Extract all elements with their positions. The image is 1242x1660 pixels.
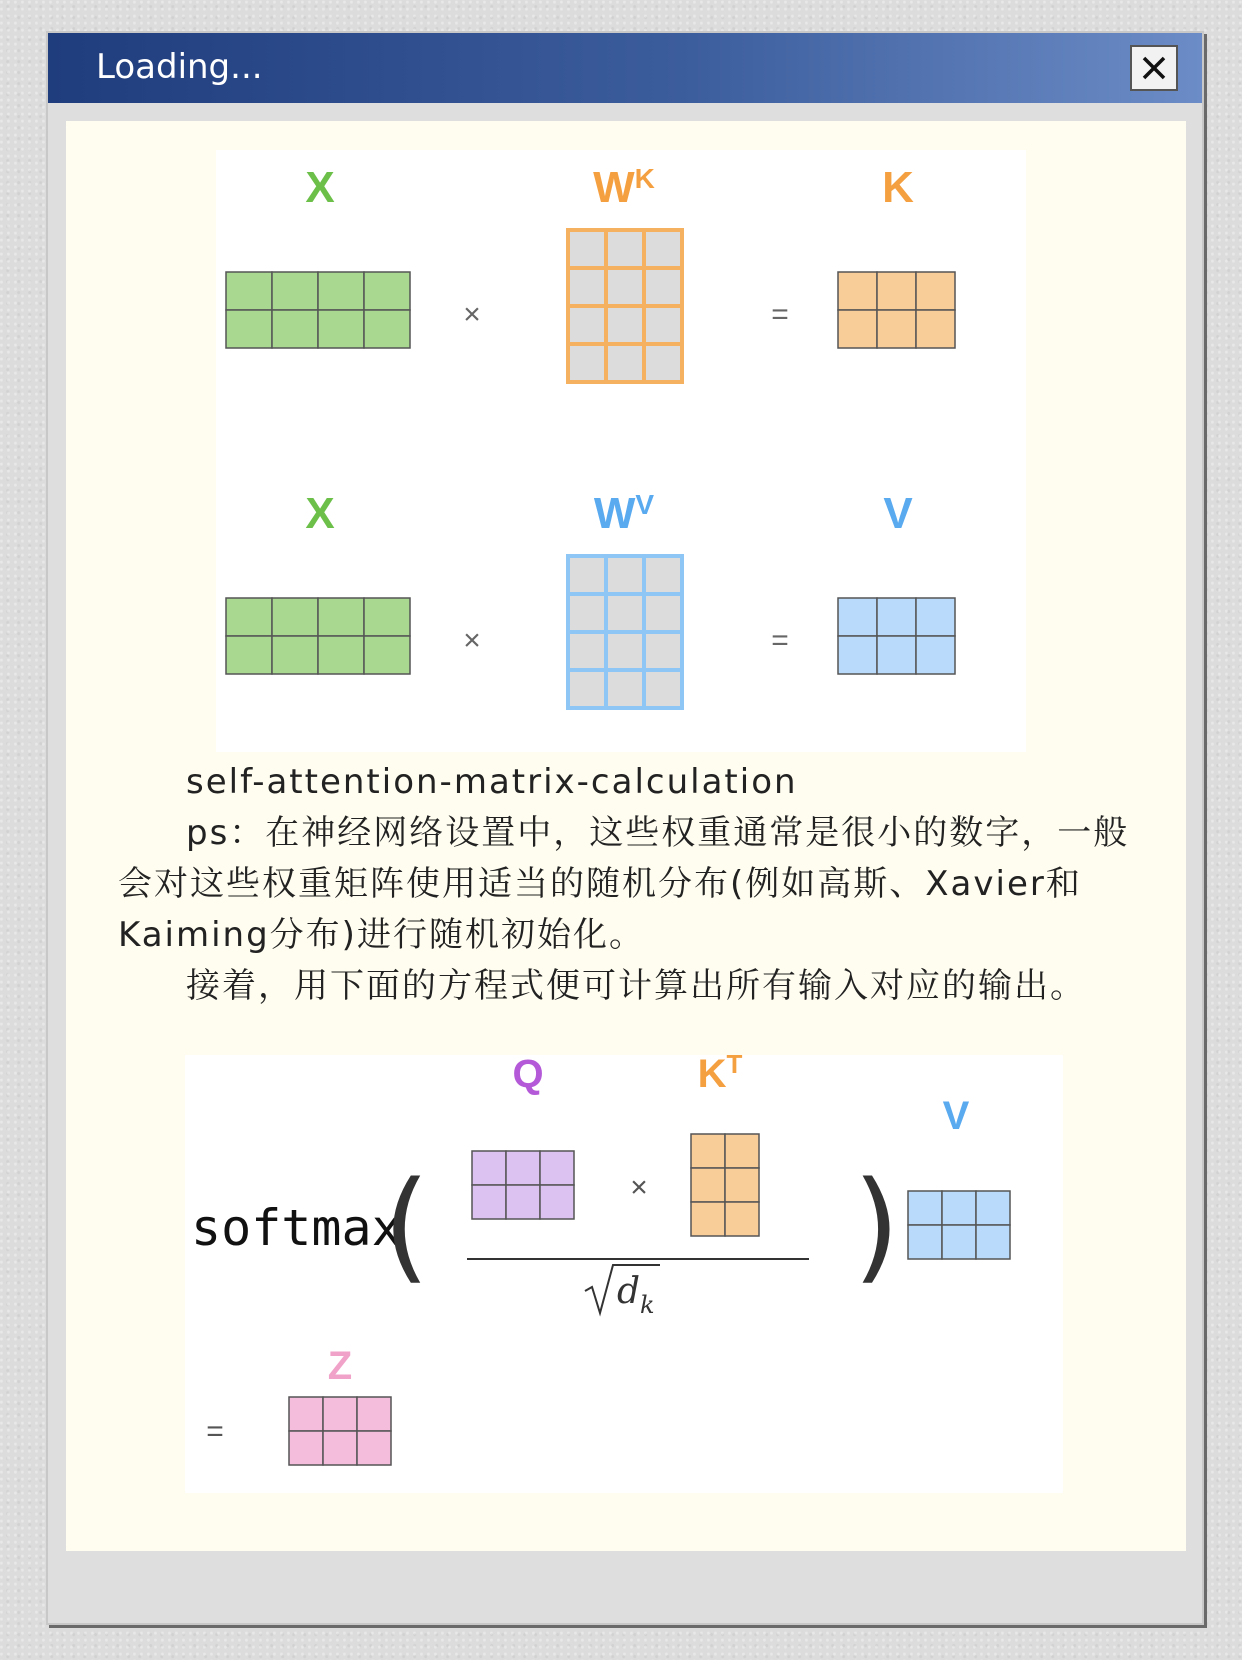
matrix-cell [691,1202,725,1236]
matrix-cell [606,306,644,344]
matrix-cell [916,272,955,310]
times-sign: × [630,1171,648,1204]
matrix-cell [364,636,410,674]
close-icon [1140,54,1168,82]
q-cells [472,1151,574,1219]
matrix-cell [540,1185,574,1219]
svg-text:dk [617,1271,655,1319]
z-cells [289,1397,391,1465]
matrix-cell [323,1431,357,1465]
output-matrix [838,272,955,348]
matrix-cell [357,1431,391,1465]
matrix-diagram [216,150,1026,752]
matrix-cell [725,1202,759,1236]
z-label: Z [327,1344,353,1388]
matrix-cell [272,636,318,674]
matrix-cell [838,310,877,348]
matrix-cell [877,598,916,636]
matrix-cell [606,556,644,594]
matrix-cell [976,1191,1010,1225]
matrix-cell [540,1151,574,1185]
right-paren: ) [853,1157,900,1296]
matrix-cell [877,310,916,348]
matrix-cell [472,1185,506,1219]
matrix-cell [606,344,644,382]
matrix-cell [942,1225,976,1259]
softmax-equation-figure [185,1055,1063,1493]
matrix-cell [568,632,606,670]
matrix-cell [644,268,682,306]
x-matrix [226,272,410,348]
matrix-cell [568,306,606,344]
matrix-cell [318,598,364,636]
matrix-cell [606,268,644,306]
figure-caption: self-attention-matrix-calculation [186,762,798,802]
k-transpose-label [698,1055,743,1096]
matrix-cell [506,1151,540,1185]
output-label: K [882,163,914,212]
matrix-cell [568,268,606,306]
matrix-cell [318,272,364,310]
matrix-cell [506,1185,540,1219]
matrix-calculation-figure [216,150,1026,752]
matrix-cell [568,670,606,708]
matrix-cell [568,230,606,268]
matrix-cell [318,310,364,348]
x-label: X [305,163,335,212]
matrix-cell [644,594,682,632]
matrix-cell [568,556,606,594]
matrix-cell [976,1225,1010,1259]
output-matrix [838,598,955,674]
d-symbol: d [617,1271,641,1312]
matrix-cell [908,1225,942,1259]
matrix-cell [644,670,682,708]
equals-sign: = [771,624,789,657]
matrix-cell [472,1151,506,1185]
matrix-cell [289,1431,323,1465]
v-matrix [908,1191,1010,1259]
matrix-cell [838,272,877,310]
k-cells [691,1134,759,1236]
k-subscript: k [640,1291,655,1319]
matrix-cell [226,598,272,636]
matrix-cell [318,636,364,674]
matrix-cell [916,598,955,636]
matrix-cell [323,1397,357,1431]
q-label: Q [512,1055,544,1096]
loading-window [46,31,1204,1625]
q-matrix [472,1151,574,1219]
matrix-cell [644,230,682,268]
matrix-cell [226,636,272,674]
paragraph-equation: 接着，用下面的方程式便可计算出所有输入对应的输出。 [186,966,1086,1006]
weight-matrix [568,230,682,382]
dialog-content [66,121,1186,1551]
matrix-cell [226,310,272,348]
k-transpose-matrix [691,1134,759,1236]
matrix-cell [725,1134,759,1168]
matrix-cell [942,1191,976,1225]
matrix-cell [644,556,682,594]
matrix-cell [725,1168,759,1202]
matrix-cell [691,1168,725,1202]
matrix-cell [289,1397,323,1431]
matrix-cell [877,636,916,674]
matrix-cell [364,272,410,310]
matrix-cell [838,598,877,636]
matrix-cell [568,344,606,382]
sqrt-dk [585,1265,660,1319]
matrix-cell [606,670,644,708]
k-superscript: T [726,1055,743,1079]
matrix-cell [272,598,318,636]
matrix-cell [606,594,644,632]
v-label: V [942,1094,970,1138]
weight-label: $W^K$ [593,163,655,212]
k-letter: K [697,1055,727,1096]
matrix-cell [916,310,955,348]
equation-diagram [185,1055,1063,1493]
matrix-cell [908,1191,942,1225]
times-sign: × [463,624,481,657]
weight-label: $W^V$ [593,489,655,538]
matrix-cell [272,310,318,348]
matrix-cell [364,310,410,348]
matrix-cell [691,1134,725,1168]
matrix-cell [357,1397,391,1431]
matrix-cell [838,636,877,674]
z-matrix [289,1397,391,1465]
title-bar[interactable] [48,33,1202,103]
softmax-label: softmax [191,1199,402,1257]
x-label: X [305,489,335,538]
times-sign: × [463,298,481,331]
equals-sign: = [771,298,789,331]
paragraph-weights: ps：在神经网络设置中，这些权重通常是很小的数字，一般会对这些权重矩阵使用适当的随机分布(例如高斯、Xavier和Kaiming分布)进行随机初始化。 [118,813,1130,955]
text-block [118,757,1133,1012]
x-matrix [226,598,410,674]
close-button[interactable] [1130,45,1178,91]
matrix-cell [606,230,644,268]
matrix-cell [916,636,955,674]
matrix-cell [226,272,272,310]
matrix-cell [606,632,644,670]
matrix-cell [644,632,682,670]
equals-sign: = [206,1415,224,1448]
matrix-cell [568,594,606,632]
v-cells [908,1191,1010,1259]
matrix-cell [364,598,410,636]
output-label: V [883,489,913,538]
left-paren: ( [383,1157,430,1296]
weight-matrix [568,556,682,708]
matrix-cell [877,272,916,310]
matrix-cell [272,272,318,310]
window-title: Loading... [96,47,263,87]
matrix-cell [644,344,682,382]
matrix-cell [644,306,682,344]
